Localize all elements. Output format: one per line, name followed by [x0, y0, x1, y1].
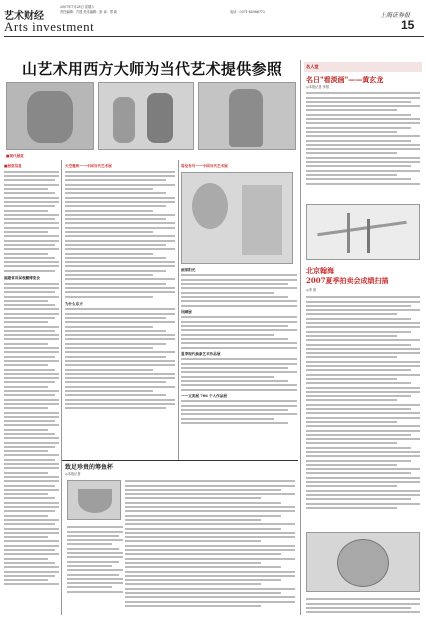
feature-byline: ◎本报记者 [65, 472, 81, 476]
feature-title: 致足珍贵的筹鱼杯 [65, 464, 114, 471]
left-listing [4, 164, 59, 588]
bottom-feature [65, 464, 297, 616]
listing-column-2 [65, 164, 175, 412]
right-sidebar [304, 62, 422, 615]
col-rule-1 [61, 160, 62, 615]
photo-sculpture [6, 82, 94, 150]
news-body [306, 294, 420, 511]
col7-title: 夏季现代抽象艺术作品展 [181, 351, 221, 356]
left-listing-title: ■展览信息 [4, 164, 22, 168]
sidebar-title: 名日"看淡画"——黄玄龙 [306, 75, 384, 84]
photo-statue [198, 82, 296, 150]
photo-cup [67, 480, 121, 520]
editor-line: 责任编辑：方建 美术编辑：彭 读：蔡 新 [60, 10, 118, 14]
phone-line: 电话：0371-65986772 [230, 10, 265, 14]
main-headline: 山艺术用西方大师为当代艺术提供参照 [22, 60, 283, 78]
photo-painting [306, 204, 420, 260]
photos-label: ■现代展览 [6, 154, 24, 158]
news-title-1: 北京翰海 [306, 266, 334, 275]
listing-column-3 [181, 164, 297, 426]
left-listing-item: 福建省首届收藏博览会 [4, 275, 40, 280]
col5-title: 画家阳光 [181, 267, 196, 272]
masthead-rule [4, 36, 424, 37]
col2-title: 天空雅致——中国当代艺术展 [65, 164, 112, 168]
col6-title: 回顾展 [181, 309, 192, 314]
col3-title: 为什么东方 [65, 301, 83, 306]
paper-name: 上海证券报 [380, 12, 411, 19]
sidebar-kicker [304, 62, 422, 72]
page-number: 15 [401, 18, 415, 32]
sidebar-kicker-text: 名人堂 [306, 64, 319, 69]
col8-title: 一—文卖展 706 个人作品展 [181, 393, 227, 398]
main-photo-strip [6, 82, 296, 150]
news-byline: ◎李 波 [306, 288, 317, 292]
col-rule-3 [300, 60, 301, 615]
sidebar-byline: ◎本报记者 李国 [306, 85, 329, 89]
date-line: 2007年7月28日 星期六 [60, 5, 95, 9]
section-title-en: Arts investment [4, 19, 95, 34]
col-rule-2 [178, 160, 179, 460]
news-title-2: 2007夏季拍卖会成绩扫描 [306, 276, 389, 285]
sidebar-body [306, 90, 420, 187]
section-title-cn: 艺术财经 [4, 11, 44, 22]
masthead [0, 0, 426, 56]
photo-portrait [181, 172, 293, 264]
col4-title: 哥伦布号——中国当代艺术展 [181, 164, 228, 168]
bottom-feature-rule [62, 460, 298, 461]
photo-figures [98, 82, 194, 150]
photo-coin [306, 532, 420, 592]
